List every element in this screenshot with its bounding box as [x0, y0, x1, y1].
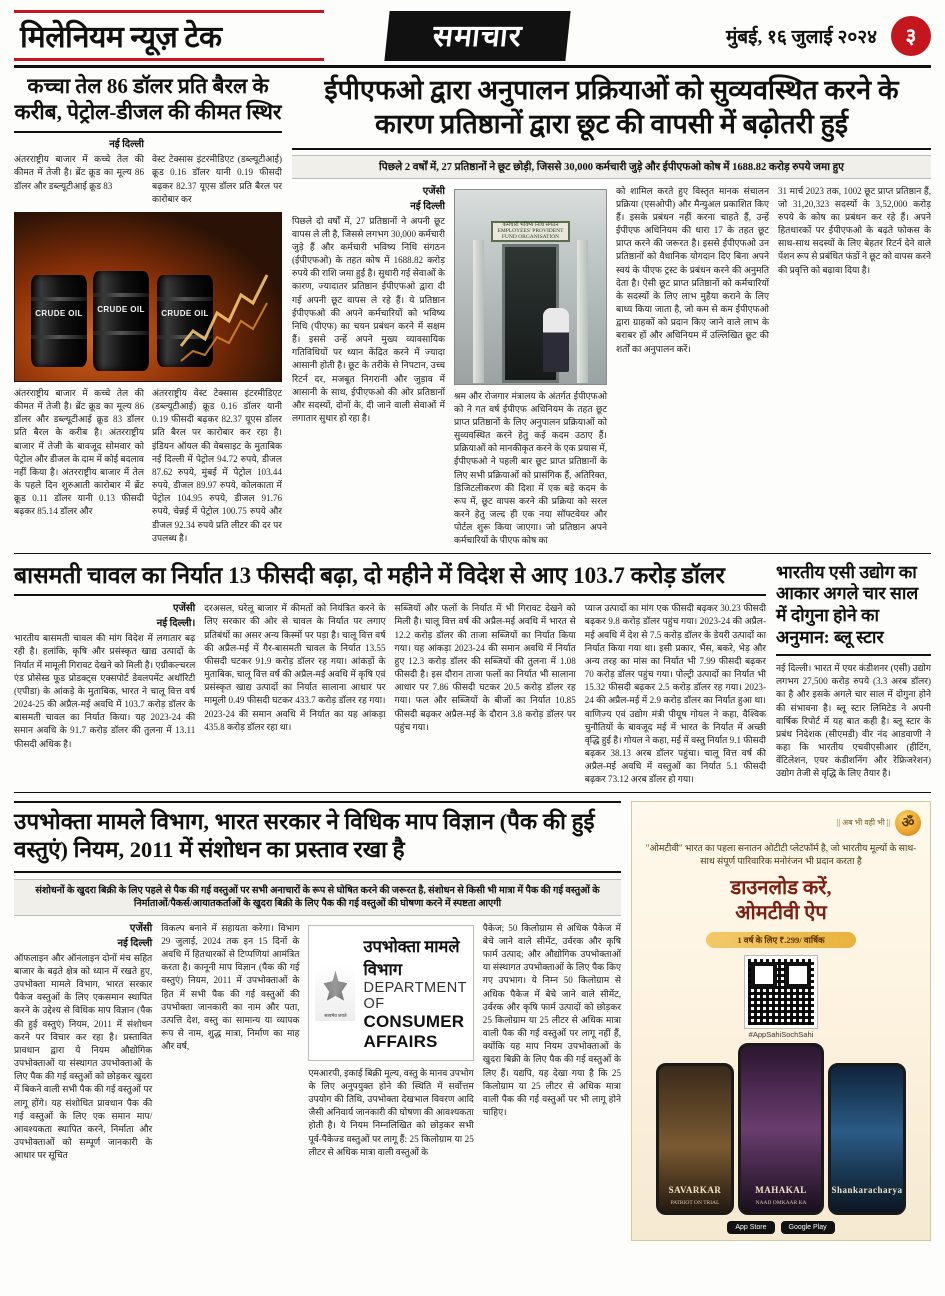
- phone-mockup: [828, 1063, 906, 1215]
- ac-col-1: नई दिल्ली। भारत में एयर कंडीशनर (एसी) उद्योग लगभग 27,500 करोड़ रुपये (3.3 अरब डॉलर) का है और इसके अगले चार साल में दोगुना होने की संभावना है। ब्लू स्टार लिमिटेड ने अपनी वार्षिक रिपोर्ट में यह बात कही है। ब्लू स्टार के प्रबंध निदेशक (सीएमडी) वीर नंद आडवाणी ने कहा कि भारतीय एचवीएसीआर (हीटिंग, वेंटिलेशन, एयर कंडीशनिंग और रेफ्रिजरेशन) उद्योग तेजी से वृद्धि के लिए तैयार है।: [776, 663, 931, 779]
- omtv-ad[interactable]: [631, 801, 931, 1242]
- epfo-columns: [292, 185, 931, 548]
- epfo-building-image: [454, 189, 607, 385]
- basmati-byline-place: नई दिल्ली।: [156, 618, 196, 630]
- poster-title: Shankaracharya: [831, 1185, 903, 1196]
- dateline: मुंबई, १६ जुलाई २०२४: [725, 26, 877, 48]
- basmati-col-2: दरअसल, घरेलू बाजार में कीमतों को नियंत्रित करने के लिए सरकार की ओर से चावल के निर्यात पर लगाए प्रतिबंधों का असर अन्य किस्मों पर पड़ा है। चालू वित्त वर्ष की अप्रैल-मई में गैर-बासमती चावल के निर्यात 13.55 फीसदी घटकर 91.9 करोड़ डॉलर रह गया। आंकड़ों के मुताबिक, चालू वित्त वर्ष की अप्रैल-मई अवधि में कृषि एवं प्रसंस्कृत खाद्य उत्पादों का निर्यात सालाना आधार पर मामूली 0.49 फीसदी घटकर 433.7 करोड़ डॉलर रह गया। 2023-24 की समान अवधि में निर्यात का यह आंकड़ा 435.8 करोड़ डॉलर रहा था।: [204, 603, 386, 732]
- consumer-columns: [14, 922, 621, 1163]
- oil-col-1: अंतरराष्ट्रीय बाजार में कच्चे तेल की कीमत में तेजी है। ब्रेंट क्रूड का मूल्य 86 डॉलर और डब्ल्यूटीआई क्रूड 83 डॉलर प्रति बैरल के करीब है। अंतरराष्ट्रीय बाजार में तेजी के बावजूद सोमवार को पेट्रोल और डीजल के दाम में कोई बदलाव नहीं किया है। अंतरराष्ट्रीय बाजार में तेल के पहले दिन शुरुआती कारोबार में ब्रेंट क्रूड 0.11 डॉलर यानी 0.13 फीसदी बढ़कर 85.14 डॉलर और: [14, 387, 144, 517]
- basmati-headline: बासमती चावल का निर्यात 13 फीसदी बढ़ा, दो महीने में विदेश से आए 103.7 करोड़ डॉलर: [14, 562, 766, 597]
- logo-english-line2: CONSUMER AFFAIRS: [363, 1011, 465, 1051]
- section-block: [324, 10, 631, 61]
- ad-cta-line1: डाउनलोड करें,: [730, 877, 832, 900]
- barrel-label: CRUDE OIL: [161, 308, 209, 318]
- phone-mockup: [738, 1043, 824, 1215]
- oil-headline: कच्चा तेल 86 डॉलर प्रति बैरल के करीब, पेट्रोल-डीजल की कीमत स्थिर: [14, 74, 282, 133]
- basmati-col-1: भारतीय बासमती चावल की मांग विदेश में लगातार बढ़ रही है। हलांकि, कृषि और प्रसंस्कृत खाद्य उत्पादों के निर्यात में मामूली गिरावट देखने को मिली है। एग्रीकल्चरल एंड प्रोसेस्ड फूड प्रोडक्ट्स एक्सपोर्ट डेवलपमेंट अथॉरिटी (एपीडा) के आंकड़े के मुताबिक, भारत ने चालू वित्त वर्ष 2024-25 की अप्रैल-मई अवधि में 103.7 करोड़ डॉलर के बासमती चावल का निर्यात किया। यह 2023-24 की समान अवधि के 91.7 करोड़ डॉलर की तुलना में 13.11 फीसदी अधिक है।: [14, 633, 196, 749]
- oil-col-2: अंतरराष्ट्रीय वेस्ट टेक्सास इंटरमीडिएट (डब्ल्यूटीआई) क्रूड 0.16 डॉलर यानी 0.19 फीसदी बढ़कर 82.37 यूएस डॉलर प्रति बैरल पर कारोबार कर रहा है। इंडियन ऑयल की वेबसाइट के मुताबिक नई दिल्ली में पेट्रोल 94.72 रुपये, डीजल 87.62 रुपये, मुंबई में पेट्रोल 103.44 रुपये, डीजल 89.97 रुपये, कोलकाता में पेट्रोल 104.95 रुपये, डीजल 91.76 रुपये, चेन्नई में पेट्रोल 100.75 रुपये और डीजल 92.34 रुपये प्रति लीटर की दर पर उपलब्ध है।: [152, 387, 282, 543]
- ad-cta-line2: ओमटीवी ऐप: [735, 902, 827, 925]
- story-basmati: [14, 562, 766, 787]
- basmati-col-4: प्याज उत्पादों का मांग एक फीसदी बढ़कर 30.23 फीसदी बढ़कर 9.8 करोड़ डॉलर पहुंच गया। 2023-24 की अप्रैल-मई अवधि में देश से 7.5 करोड़ डॉलर के डेयरी उत्पादों का निर्यात किया गया था। इसी प्रकार, भैंस, बकरे, भेड़ और अन्य तरह का मांस का निर्यात भी 7.99 फीसदी बढ़कर 70 करोड़ डॉलर पहुंच गया। पोल्ट्री उत्पादों का निर्यात भी 15.32 फीसदी बढ़कर 2.5 करोड़ डॉलर रह गया। 2023-24 की अप्रैल-मई में 2.9 करोड़ डॉलर का निर्यात हुआ था। वाणिज्य एवं उद्योग मंत्री पीयूष गोयल ने कहा, वैश्विक चुनौतियों के बावजूद मई में भारत के निर्यात में अच्छी वृद्धि हुई है। गोयल ने कहा, मई में वस्तु निर्यात 9.1 फीसदी बढ़कर 38.13 अरब डॉलर पहुंचा। चालू वित्त वर्ष की अप्रैल-मई अवधि में वस्तुओं का निर्यात 5.1 फीसदी बढ़कर 73.12 अरब डॉलर हो गया।: [584, 603, 766, 785]
- consumer-byline-place: नई दिल्ली: [117, 937, 153, 949]
- oil-barrel: [93, 271, 149, 371]
- logo-english-line1: DEPARTMENT OF: [363, 979, 467, 1012]
- om-tv-logo-icon: [895, 810, 921, 836]
- story-crude-oil: [14, 74, 282, 548]
- epfo-byline-agency: एजेंसी: [422, 185, 445, 197]
- epfo-image-signboard: कर्मचारी भविष्य निधि संगठन EMPLOYEES' PROVIDENT FUND ORGANISATION: [491, 221, 570, 242]
- consumer-kicker: संशोधनों के खुदरा बिक्री के लिए पहले से पैक की गई वस्तुओं पर सभी अनाचारों के रूप से घोषित करने की जरूरत है, संशोधन से किसी भी मात्रा में पैक की गई वस्तुओं के निर्माताओं/पैकर्स/आयातकर्ताओं के खुदरा बिक्री के लिए पैक की गई वस्तुओं की घोषणा करने में स्पष्टता आएगी: [14, 879, 621, 916]
- oil-col-1a: अंतरराष्ट्रीय बाजार में कच्चे तेल की कीमत में तेजी है। ब्रेंट क्रूड का मूल्य 86 डॉलर और डब्ल्यूटीआई क्रूड 83: [14, 154, 144, 191]
- section-divider: [14, 792, 931, 793]
- consumer-headline: उपभोक्ता मामले विभाग, भारत सरकार ने विधिक माप विज्ञान (पैक की हुई वस्तुएं) नियम, 2011 में संशोधन का प्रस्ताव रखा है: [14, 801, 621, 873]
- google-play-badge[interactable]: Google Play: [781, 1221, 835, 1234]
- epfo-headline: ईपीएफओ द्वारा अनुपालन प्रक्रियाओं को सुव्यवस्थित करने के कारण प्रतिष्ठानों द्वारा छूट की वापसी में बढ़ोतरी हुई: [292, 74, 931, 150]
- consumer-col-2: विकल्प बनाने में सहायता करेगा। विभाग 29 जुलाई, 2024 तक इन 15 दिनों के अवधि में हितधारकों से टिप्पणियां आमंत्रित करता है। कानूनी माप विज्ञान (पैक की गई वस्तुएं) नियम, 2011 में उपभोक्ताओं के हित में सभी पैक की गई वस्तुओं की उपभोक्ता जानकारी का नाम और पता, उत्पत्ति देश, वस्तु का सामान्य या व्यापक रूप से नाम, शुद्ध मात्रा, निर्माण का माह और वर्ष,: [161, 922, 300, 1052]
- national-emblem-icon: [315, 965, 355, 1021]
- consumer-col-4: पैकेज; 50 किलोग्राम से अधिक पैकेज में बेचे जाने वाले सीमेंट, उर्वरक और कृषि फार्म उत्पाद; और औद्योगिक उपभोक्ताओं या संस्थागत उपभोक्ताओं के लिए पैक किए गए उपभाग। ये निम्न 50 किलोग्राम से अधिक पैकेज में बेचे जाने वाले सीमेंट, उर्वरक और कृषि फार्म उत्पादों को छोड़कर 25 किलोग्राम या 25 लीटर से अधिक मात्रा वाली पैक की गई वस्तुओं पर लागू नहीं हैं, क्योंकि यह माप नियम उपभोक्ताओं के खुदरा बिक्री के लिए पैक की गई वस्तुओं के लिए हैं। यद्यपि, यह देखा गया है कि 25 किलोग्राम या 25 लीटर से अधिक मात्रा वाली पैक की गई वस्तुओं पर भी लागू होने चाहिए।: [482, 922, 621, 1118]
- ad-hashtag: #AppSahiSochSahi: [748, 1030, 814, 1040]
- ad-price-badge: 1 वर्ष के लिए ₹.299/ वार्षिक: [706, 932, 856, 948]
- barrel-label: CRUDE OIL: [35, 308, 83, 318]
- epfo-col-3: को शामिल करते हुए विस्तृत मानक संचालन प्रक्रिया (एसओपी) और मैन्युअल प्रकाशित किए हैं। इसके प्रबंधन नहीं करना चाहते हैं, उन्हें ईपीएफ अधिनियम की धारा 17 के तहत छूट प्राप्त करने की जरूरत है। इससे ईपीएफओ उन प्रतिष्ठानों को वैधानिक योगदान दिए बिना अपने स्वयं के पीएफ ट्रस्ट के प्रबंधन करने की अनुमति देता है। ऐसी छूट प्राप्त प्रतिष्ठानों को कर्मचारियों के सदस्यों के लिए लाभ मुहैया कराने के लिए बाध्य किया जाता है, जो कम से कम ईपीएफओ द्वारा ग्राहकों को प्रदान किए जाने वाले लाभ के बराबर हों और अधिनियम में उल्लिखित छूट की शर्तों का अनुपालन करें।: [616, 185, 769, 354]
- epfo-image-pillar: [577, 240, 588, 384]
- masthead: [14, 10, 931, 68]
- brand-block: [14, 10, 324, 61]
- phone-mockup: [656, 1063, 734, 1215]
- basmati-col-3: सब्जियों और फलों के निर्यात में भी गिरावट देखने को मिली है। चालू वित्त वर्ष की अप्रैल-मई अवधि में भारत से 12.2 करोड़ डॉलर की ताजा सब्जियों का निर्यात किया गया। यह आंकड़ा 2023-24 की समान अवधि में निर्यात हुए 12.3 करोड़ डॉलर की सब्जियों की तुलना में 1.08 फीसदी है। इस दौरान ताजा फलों का निर्यात भी सालाना आधार पर 7.86 फीसदी घटकर 20.5 करोड़ डॉलर रह गया। फल और सब्जियों के बीजों का निर्यात 10.85 फीसदी बढ़कर अप्रैल-मई के दौरान 3.8 करोड़ डॉलर पर पहुंच गया।: [394, 603, 576, 732]
- om-symbol: ॐ: [901, 816, 915, 832]
- epfo-kicker: पिछले 2 वर्षों में, 27 प्रतिष्ठानों ने छूट छोड़ी, जिससे 30,000 कर्मचारी जुड़े और ईपीएफओ कोष में 1688.82 करोड़ रुपये जमा हुए: [292, 155, 931, 179]
- basmati-columns: [14, 602, 766, 786]
- poster-subtitle: PATRIOT ON TRIAL: [670, 1200, 720, 1207]
- poster-subtitle: NAAD OMKAAR KA: [755, 1200, 807, 1207]
- oil-col-2a: वेस्ट टेक्सास इंटरमीडिएट (डब्ल्यूटीआई) क्रूड 0.16 डॉलर यानी 0.19 फीसदी बढ़कर 82.37 यूएस डॉलर प्रति बैरल पर कारोबार कर: [152, 154, 282, 204]
- bottom-section: [14, 801, 931, 1242]
- crude-oil-image: [14, 212, 282, 382]
- oil-barrel: [31, 275, 87, 367]
- epfo-col-2: श्रम और रोजगार मंत्रालय के अंतर्गत ईपीएफओ को ने गत वर्ष ईपीएफ अधिनियम के तहत छूट प्राप्त प्रतिष्ठानों के लिए अनुपालन प्रक्रियाओं को सुव्यवस्थित करने हेतु कई कदम उठाए हैं। प्रक्रियाओं को मानकीकृत करने के एक प्रयास में, ईपीएफओ ने पहली बार छूट प्राप्त प्रतिष्ठानों के लिए सभी प्रक्रियाओं को प्रासंगिक हैं, अतिरिक्त, डिजिटलीकरण की दिशा में एक बड़े कदम के रूप में, छूट वापस करने की प्रक्रिया को सरल करने हेतु जल्द ही एक नया सॉफ्टवेयर और पोर्टल शुरू किया जाएगा। जो प्रतिष्ठान अपने कर्मचारियों के पीएफ कोष का: [454, 390, 607, 546]
- oil-byline: नई दिल्ली: [109, 139, 144, 151]
- story-consumer-affairs: [14, 801, 621, 1242]
- section-title: समाचार: [384, 11, 570, 61]
- story-ac-industry: [776, 562, 931, 787]
- qr-code-icon[interactable]: [745, 956, 817, 1028]
- oil-price-chart-graphic: [179, 251, 275, 371]
- ad-description: "ओमटीवी" भारत का पहला सनातन ओटीटी प्लेटफॉर्म है, जो भारतीय मूल्यों के साथ-साथ संपूर्ण पारिवारिक मनोरंजन भी प्रदान करता है: [645, 842, 917, 866]
- story-epfo: [292, 74, 931, 548]
- emblem-motto: सत्यमेव जयते: [324, 1012, 347, 1018]
- epfo-image-pillar: [473, 240, 484, 384]
- consumer-byline-agency: एजेंसी: [129, 922, 153, 934]
- advertisement-block[interactable]: [631, 801, 931, 1242]
- epfo-col-4: 31 मार्च 2023 तक, 1002 छूट प्राप्त प्रतिष्ठान हैं, जो 31,20,323 सदस्यों के 3,52,000 करोड़ रुपये के कोष का प्रबंधन कर रहे हैं। अपने हितधारकों पर ईपीएफओ के बढ़ते फोकस के साथ-साथ सदस्यों के लिए बेहतर रिटर्न देने वाले पेंशन रूप से प्रबंधित फंडों ने छूट को वापस करने की प्रवृत्ति को बढ़ावा दिया है।: [778, 185, 931, 275]
- epfo-byline-place: नई दिल्ली: [410, 200, 445, 212]
- consumer-col-1: ऑफलाइन और ऑनलाइन दोनों मंच सहित बाजार के बढ़ते क्षेत्र को ध्यान में रखते हुए, उपभोक्ता मामले विभाग, भारत सरकार पैकेज वस्तुओं के लिए एकसमान स्थापित करने के उद्देश्य से विधिक माप विज्ञान (पैक की हुई वस्तुएं) नियम, 2011 में संशोधन करने पर विचार कर रहा है। प्रस्तावित प्रावधान द्वारा ये नियम औद्योगिक उपभोक्ताओं या संस्थागत उपभोक्ताओं के लिए पैक की गई वस्तुओं को छोड़कर खुदरा में बिकने वाली सभी पैक की गई वस्तुओं पर लागू होंगे। यह संशोधित प्रावधान पैक की गई वस्तुओं के लिए एक समान माप/आवश्यकता स्थापित करने, निर्माता और उपभोक्ताओं को सम्पूर्ण जानकारी के आधार पर सूचित: [14, 952, 153, 1161]
- top-section: [14, 74, 931, 548]
- brand-title: मिलेनियम न्यूज़ टेक: [20, 21, 222, 54]
- ac-headline: भारतीय एसी उद्योग का आकार अगले चार साल में दोगुना होने का अनुमान: ब्लू स्टार: [776, 562, 931, 657]
- middle-section: [14, 562, 931, 787]
- consumer-affairs-logo: [308, 925, 473, 1061]
- ad-store-badges[interactable]: [641, 1221, 921, 1234]
- consumer-col-3: एमआरपी, इकाई बिक्री मूल्य, वस्तु के मानव उपभोग के लिए अनुपयुक्त होने की स्थिति में सर्वोत्तम उपयोग की तिथि, उपभोक्ता देखभाल विवरण आदि जैसी अनिवार्य जानकारी की घोषणा की आवश्यकता होती है। ये नियम निम्नलिखित को छोड़कर सभी पूर्व-पैकेज्ड वस्तुओं पर लागू हैं: 25 किलोग्राम या 25 लीटर से अधिक मात्रा वाली वस्तुओं के: [308, 1067, 474, 1157]
- epfo-col-1: पिछले दो वर्षों में, 27 प्रतिष्ठानों ने अपनी छूट वापस ले ली है, जिससे लगभग 30,000 कर्मचारी जुड़े हैं और कर्मचारी भविष्य निधि संगठन (ईपीएफओ) के तहत कोष में 1688.82 करोड़ रुपये की राशि जमा हुई है। सुधारी गई सेवाओं के कारण, ज्यादातर प्रतिष्ठान ईपीएफओ द्वारा दी गई अपनी छूट वापस ले रहे हैं। ये प्रतिष्ठान ईपीएफओ की अपने कर्मचारियों को भविष्य निधि (पीएफ) का चयन प्रबंधन करने में सक्षम हैं। इससे उन्हें अपने मुख्य व्यावसायिक गतिविधियों पर ध्यान केंद्रित करने में ज्यादा आसानी होती है। छूट के तरीके से निपटान, उच्च रिटर्न दर, मजबूत निगरानी और जुड़ाव में आसानी के साथ, ईपीएफओ की ओर प्रतिष्ठानों और सदस्यों, दोनों के, दी जाने वाली सेवाओं में लगातार सुधार हो रहा है।: [292, 215, 445, 424]
- app-store-badge[interactable]: App Store: [727, 1221, 774, 1234]
- poster-title: SAVARKAR: [668, 1185, 722, 1196]
- logo-hindi-text: उपभोक्ता मामले विभाग: [363, 936, 460, 979]
- basmati-byline-agency: एजेंसी: [172, 603, 196, 615]
- barrel-label: CRUDE OIL: [97, 304, 145, 314]
- oil-bottom-columns: [14, 387, 282, 545]
- poster-title: MAHAKAL: [755, 1185, 807, 1196]
- section-divider: [14, 553, 931, 554]
- ad-header: [641, 810, 921, 836]
- ad-phone-mockups: [641, 1043, 921, 1215]
- oil-top-columns: [14, 153, 282, 206]
- ad-cta: [641, 876, 921, 926]
- epfo-image-person: [543, 308, 569, 372]
- masthead-right: [631, 10, 931, 61]
- ad-tagline: || अब भी वही भी ||: [836, 818, 890, 828]
- page-number: ३: [891, 16, 931, 56]
